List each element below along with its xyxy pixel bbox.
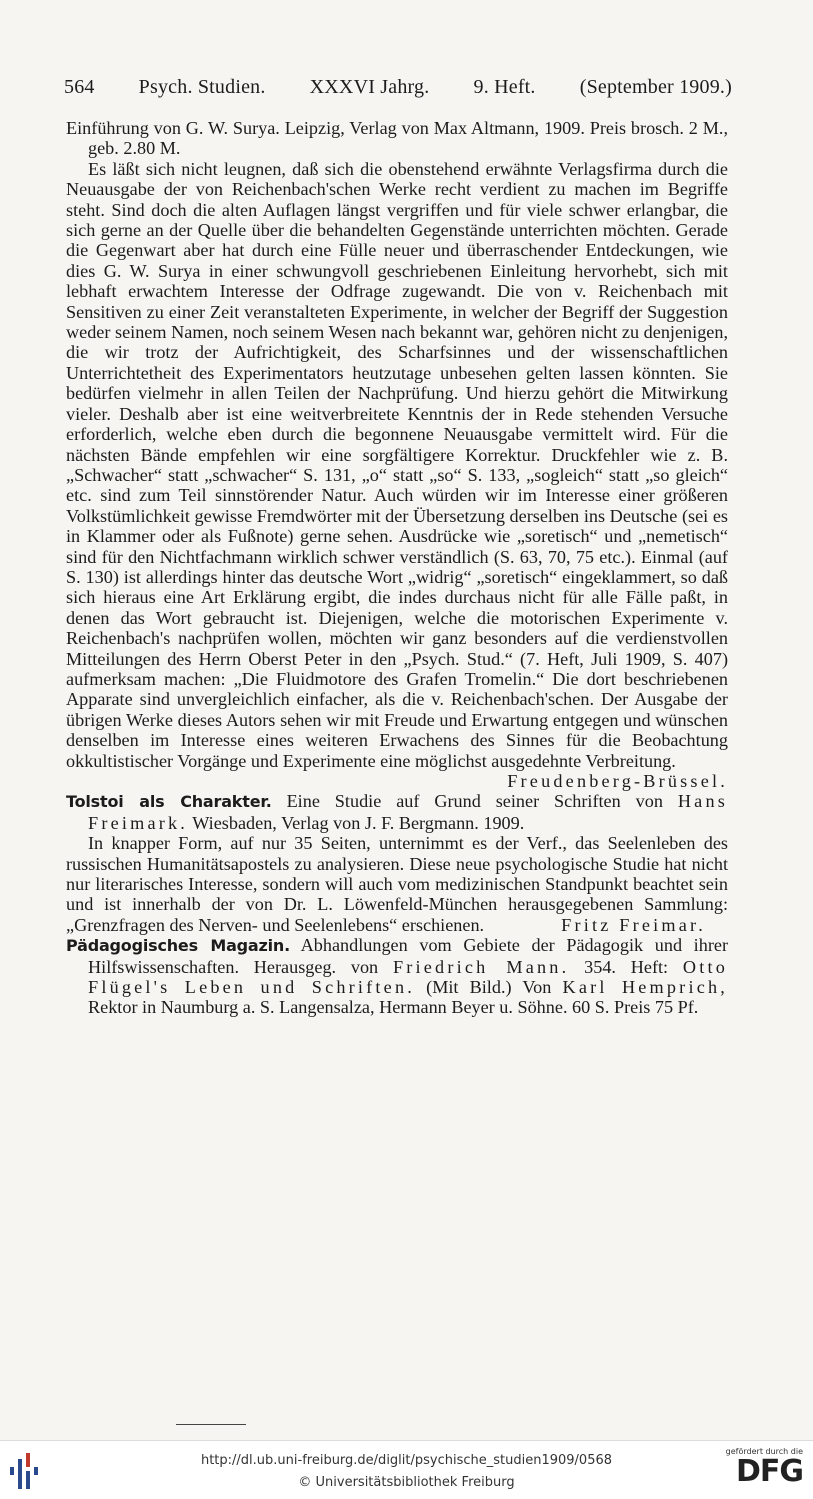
issue: 9. Heft. <box>473 76 536 98</box>
page-text <box>66 118 728 1018</box>
review-3-editor: Friedrich Mann. <box>392 956 570 977</box>
review-3-heading: Pädagogisches Magazin. <box>66 936 290 956</box>
issue-date: (September 1909.) <box>579 76 732 98</box>
review-3-citation <box>66 935 728 1018</box>
viewer-footer <box>0 1440 813 1499</box>
footnote-rule <box>176 1424 246 1425</box>
review-2-citation <box>66 791 728 833</box>
dfg-funding-label: gefördert durch die <box>725 1447 803 1456</box>
copyright-notice: © Universitätsbibliothek Freiburg <box>298 1475 515 1490</box>
review-2-signature: Fritz Freimar. <box>561 914 706 935</box>
review-2-citation-text: Eine Studie auf Grund seiner Schriften von <box>286 791 663 812</box>
review-2-publisher: Wiesbaden, Verlag von J. F. Bergmann. 1909. <box>192 812 525 833</box>
review-2-heading: Tolstoi als Charakter. <box>66 792 272 812</box>
review-3-author: Karl Hemprich, <box>562 977 729 998</box>
review-3-title: Otto Flügel's Leben und Schriften. <box>88 956 729 998</box>
page-number: 564 <box>64 76 95 98</box>
review-1-citation: Einführung von G. W. Surya. Leipzig, Verlag von Max Altmann, 1909. Preis brosch. 2 M., geb. 2.80 M. <box>66 118 728 159</box>
review-1-text: Es läßt sich nicht leugnen, daß sich die obenstehend erwähnte Verlagsfirma durch die Neuausgabe der von Reichenbach'schen Werke recht verdient zu machen im Begriffe steht. Sind doch die alten Auflagen längst vergriffen und für viele schwer erlangbar, die sich gerne an der Quelle über die behandelten Gegenstände unterrichten möchten. Gerade die Gegenwart aber hat durch eine Fülle neuer und überraschender Entdeckungen, wie dies G. W. Surya in einer schwungvoll geschriebenen Einleitung hervorhebt, sich mit lebhaft erwachtem Interesse der Odfrage zugewandt. Die von v. Reichenbach mit Sensitiven zu einer Zeit veranstalteten Experimente, in welcher der Begriff der Suggestion weder seinem Namen, noch seinem Wesen nach bekannt war, gehören nicht zu denjenigen, die wir trotz der Aufrichtigkeit, des Scharfsinnes und der wissenschaftlichen Unterrichtetheit des Experimentators heutzutage unbesehen gelten lassen könnten. Sie bedürfen vielmehr in allen Teilen der Nachprüfung. Und hierzu gehört die Mitwirkung vieler. Deshalb aber ist eine weitverbreitete Kenntnis der in Rede stehenden Versuche erforderlich, welche eben durch die begonnene Neuausgabe vermittelt wird. Für die nächsten Bände empfehlen wir eine sorgfältigere Korrektur. Druckfehler wie z. B. „Schwacher“ statt „schwacher“ S. 131, „o“ statt „so“ S. 133, „sogleich“ statt „so gleich“ etc. sind zum Teil sinnstörender Natur. Auch würden wir im Interesse einer größeren Volkstümlichkeit gewisse Fremdwörter mit der Übersetzung derselben ins Deutsche (sei es in Klammer oder als Fußnote) gerne sehen. Ausdrücke wie „soretisch“ und „nemetisch“ sind für den Nichtfachmann wirklich schwer verständlich (S. 63, 70, 75 etc.). Einmal (auf S. 130) ist allerdings hinter das deutsche Wort „widrig“ „soretisch“ eingeklammert, so daß sich hieraus eine Art Erklärung ergibt, die indes durchaus nicht für alle Fälle paßt, in denen das Wort gebraucht ist. Diejenigen, welche die motorischen Experimente v. Reichenbach's nachprüfen wollen, möchten wir ganz besonders auf die verdienstvollen Mitteilungen des Herrn Oberst Peter in den „Psych. Stud.“ (7. Heft, Juli 1909, S. 407) aufmerksam machen: „Die Fluidmotore des Grafen Tromelin.“ Die dort beschriebenen Apparate sind unvergleichlich einfacher, als die v. Reichenbach'schen. Der Ausgabe der übrigen Werke dieses Autors sehen wir mit Freude und Erwartung entgegen und wünschen denselben im Interesse eines weiteren Erwachens des Sinnes für die Beobachtung okkultistischer Vorgänge und Experimente eine möglichst ausgedehnte Verbreitung. <box>66 158 728 771</box>
journal-title: Psych. Studien. <box>138 76 266 98</box>
review-2-text: In knapper Form, auf nur 35 Seiten, unternimmt es der Verf., das Seelenleben des russischen Humanitätsapostels zu analysieren. Diese neue psychologische Studie hat nicht nur literarisches Interesse, sondern will auch vom medizinischen Standpunkt beachtet sein und ist innerhalb der von Dr. L. Löwenfeld-München herausgegebenen Sammlung: „Grenzfragen des Nerven- und Seelenlebens“ erschienen. <box>66 833 728 935</box>
review-3-text-c: (Mit Bild.) Von <box>426 977 552 998</box>
dfg-wordmark: DFG <box>735 1454 803 1489</box>
review-3-text-b: 354. Heft: <box>584 956 669 977</box>
volume: XXXVI Jahrg. <box>309 76 430 98</box>
dfg-logo <box>707 1447 803 1495</box>
running-head <box>64 76 732 99</box>
review-2-author: Hans Freimark. <box>88 791 729 833</box>
review-2-body <box>66 833 728 935</box>
review-3-text-a: Abhandlungen vom Gebiete der Pädagogik und ihrer Hilfswissenschaften. Herausgeg. von <box>88 935 729 977</box>
review-1-body <box>66 158 728 791</box>
review-3-text-d: Rektor in Naumburg a. S. Langensalza, Hermann Beyer u. Söhne. 60 S. Preis 75 Pf. <box>88 997 699 1018</box>
page-url-link[interactable]: http://dl.ub.uni-freiburg.de/diglit/psychische_studien1909/0568 <box>200 1453 613 1468</box>
review-1-signature: Freudenberg-Brüssel. <box>507 771 728 791</box>
